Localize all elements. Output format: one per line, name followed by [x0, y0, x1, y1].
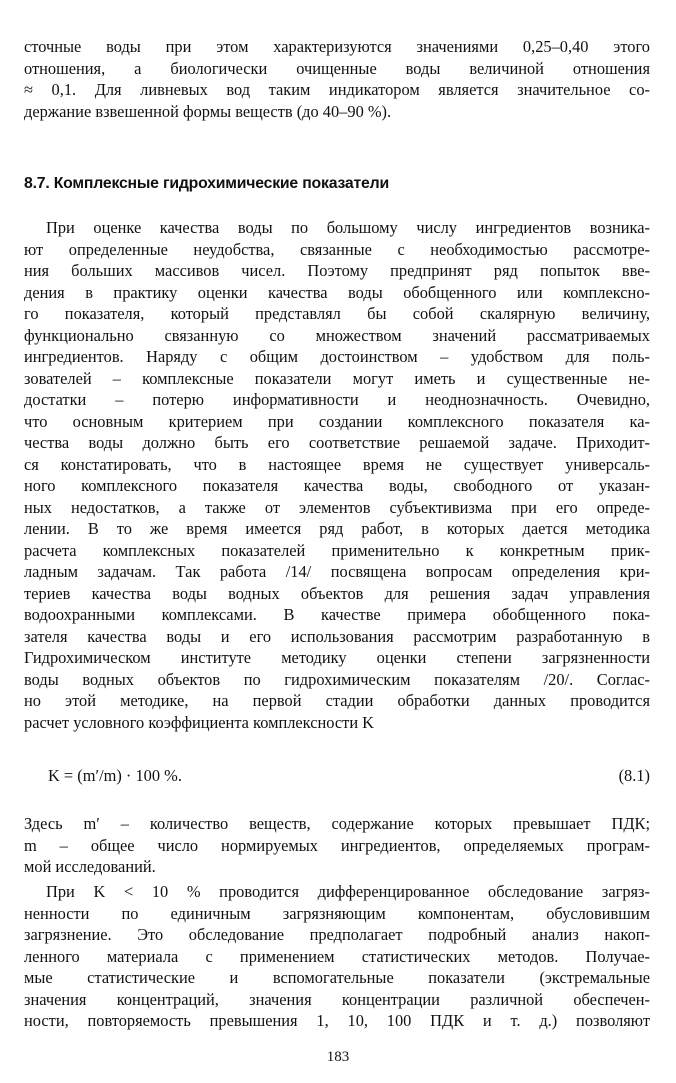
- formula: K = (m′/m) · 100 %.: [48, 766, 182, 785]
- text-line: ингредиентов. Наряду с общим достоинством – удобством для поль-: [24, 347, 650, 366]
- main-paragraph-text: [24, 217, 650, 733]
- text-line: отношения, а биологически очищенные воды величиной отношения: [24, 58, 650, 78]
- text-line: Гидрохимическом институте методику оценки степени загрязненности: [24, 648, 650, 667]
- text-line: мой исследований.: [24, 857, 156, 876]
- text-line: расчета комплексных показателей применительно к конкретным прик-: [24, 540, 650, 560]
- text-line: дения в практику оценки качества воды обобщенного или комплексно-: [24, 282, 650, 302]
- text-line: водоохранными комплексами. В качестве примера обобщенного пока-: [24, 605, 650, 624]
- last-paragraph-text: [24, 881, 650, 1032]
- text-line: сточные воды при этом характеризуются значениями 0,25–0,40 этого: [24, 37, 650, 56]
- text-line: При оценке качества воды по большому числу ингредиентов возника-: [46, 218, 650, 237]
- text-line: но этой методике, на первой стадии обработки данных проводится: [24, 691, 650, 710]
- text-line: териев качества воды водных объектов для решения задач управления: [24, 583, 650, 603]
- top-paragraph-text: [24, 36, 650, 122]
- text-line: зователей – комплексные показатели могут иметь и существенные не-: [24, 368, 650, 388]
- equation-number: (8.1): [618, 766, 650, 785]
- text-line: чества воды должно быть его соответствие решаемой задаче. Приходит-: [24, 433, 650, 452]
- text-line: ладным задачам. Так работа /14/ посвящена вопросам определения кри-: [24, 562, 650, 581]
- text-line: ных недостатков, а также от элементов субъективизма при его опреде-: [24, 497, 650, 517]
- text-line: Здесь m′ – количество веществ, содержание которых превышает ПДК;: [24, 814, 650, 833]
- text-line: мые статистические и вспомогательные показатели (экстремальные: [24, 968, 650, 987]
- top-paragraph: [24, 36, 650, 122]
- definition-paragraph-text: [24, 813, 650, 878]
- text-line: ют определенные неудобства, связанные с необходимостью рассмотре-: [24, 239, 650, 259]
- text-line: воды водных объектов по гидрохимическим показателям /20/. Соглас-: [24, 669, 650, 689]
- text-line: m – общее число нормируемых ингредиентов, определяемых програм-: [24, 835, 650, 855]
- text-line: зателя качества воды и его использования рассмотрим разработанную в: [24, 626, 650, 646]
- text-line: го показателя, который представлял бы собой скалярную величину,: [24, 304, 650, 323]
- text-line: ≈ 0,1. Для ливневых вод таким индикатором является значительное со-: [24, 80, 650, 99]
- text-line: ности, повторяемость превышения 1, 10, 100 ПДК и т. д.) позволяют: [24, 1011, 650, 1030]
- text-line: ся констатировать, что в настоящее время не существует универсаль-: [24, 454, 650, 474]
- definition-paragraph: [24, 813, 650, 878]
- text-line: ного комплексного показателя качества воды, свободного от указан-: [24, 476, 650, 495]
- text-line: что основным критерием при создании комплексного показателя ка-: [24, 411, 650, 431]
- text-line: ленного материала с применением статистических методов. Получае-: [24, 946, 650, 966]
- text-line: ния больших массивов чисел. Поэтому предпринят ряд попыток вве-: [24, 261, 650, 280]
- text-line: держание взвешенной формы веществ (до 40–90 %).: [24, 101, 392, 121]
- text-line: расчет условного коэффициента комплексности K: [24, 712, 375, 732]
- last-paragraph: [24, 881, 650, 1032]
- text-line: загрязнение. Это обследование предполагает подробный анализ накоп-: [24, 925, 650, 944]
- text-line: При K < 10 % проводится дифференцированное обследование загряз-: [46, 882, 650, 901]
- text-line: лении. В то же время имеется ряд работ, в которых дается методика: [24, 519, 650, 538]
- text-line: ненности по единичным загрязняющим компонентам, обусловившим: [24, 903, 650, 923]
- text-line: достатки – потерю информативности и неоднозначность. Очевидно,: [24, 390, 650, 409]
- page-number: 183: [326, 1049, 350, 1065]
- formula-row: [24, 766, 650, 790]
- text-line: значения концентраций, значения концентрации различной обеспечен-: [24, 989, 650, 1009]
- main-paragraph: [24, 217, 650, 733]
- text-line: функционально связанную со множеством значений рассматриваемых: [24, 325, 650, 345]
- section-heading: 8.7. Комплексные гидрохимические показатели: [24, 175, 389, 192]
